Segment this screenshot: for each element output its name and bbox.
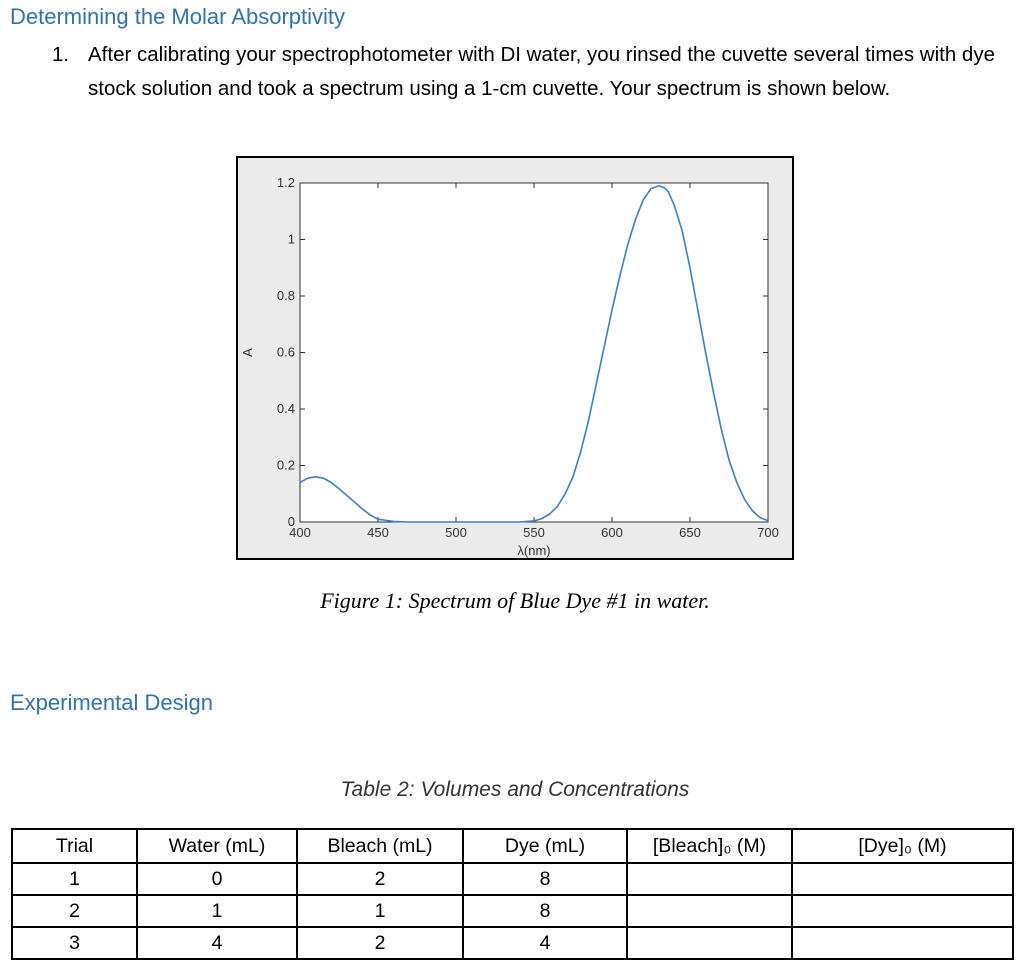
spectrum-chart: [238, 158, 792, 558]
table-row: [12, 863, 1013, 895]
cell-dye-conc[interactable]: [792, 927, 1013, 959]
y-tick-label: 1.2: [276, 175, 295, 190]
y-tick-label: 1: [287, 231, 295, 247]
table-row: [12, 895, 1013, 927]
cell-dye-conc[interactable]: [792, 895, 1013, 927]
cell-water: 1: [137, 895, 297, 927]
header-bleach-conc: [Bleach]₀ (M): [627, 829, 792, 863]
header-bleach: Bleach (mL): [297, 829, 463, 863]
cell-trial: 3: [12, 927, 137, 959]
y-tick-label: 0.8: [276, 288, 295, 303]
header-dye-conc: [Dye]₀ (M): [792, 829, 1013, 863]
question-number: 1.: [52, 43, 70, 66]
x-tick-label: 700: [757, 525, 779, 540]
header-trial: Trial: [12, 829, 137, 863]
y-axis-label: A: [240, 348, 255, 357]
table-caption: Table 2: Volumes and Concentrations: [340, 778, 690, 801]
cell-bleach: 1: [297, 895, 463, 927]
spectrum-figure: [236, 156, 794, 560]
cell-dye: 4: [463, 927, 627, 959]
section-heading-experimental-design: Experimental Design: [10, 690, 213, 715]
cell-bleach-conc[interactable]: [627, 895, 792, 927]
cell-bleach: 2: [297, 927, 463, 959]
x-tick-label: 650: [679, 525, 701, 540]
cell-trial: 1: [12, 863, 137, 895]
section-heading-molar-absorptivity: Determining the Molar Absorptivity: [10, 4, 346, 29]
y-tick-label: 0: [287, 514, 295, 529]
y-tick-label: 0.2: [276, 457, 295, 473]
header-water: Water (mL): [137, 829, 297, 863]
cell-bleach-conc[interactable]: [627, 863, 792, 895]
x-tick-label: 600: [601, 525, 623, 540]
y-tick-label: 0.6: [276, 344, 295, 360]
x-tick-label: 500: [445, 525, 467, 540]
volumes-table: [11, 828, 1014, 960]
cell-bleach: 2: [297, 863, 463, 895]
header-dye: Dye (mL): [463, 829, 627, 863]
x-tick-label: 450: [367, 525, 389, 540]
question-text: After calibrating your spectrophotometer with DI water, you rinsed the cuvette several times with dye stock solution and took a spectrum using a 1-cm cuvette. Your spectrum is shown below.: [88, 43, 995, 100]
y-tick-label: 0.4: [276, 401, 295, 416]
table-header-row: [12, 829, 1013, 863]
x-tick-label: 400: [289, 525, 311, 540]
cell-water: 0: [137, 863, 297, 895]
figure-caption: Figure 1: Spectrum of Blue Dye #1 in water.: [320, 588, 710, 613]
table-row: [12, 927, 1013, 959]
x-axis-label: λ(nm): [517, 543, 551, 558]
x-tick-label: 550: [523, 525, 545, 540]
plot-area: [300, 183, 768, 522]
cell-dye-conc[interactable]: [792, 863, 1013, 895]
cell-dye: 8: [463, 863, 627, 895]
cell-bleach-conc[interactable]: [627, 927, 792, 959]
cell-water: 4: [137, 927, 297, 959]
cell-trial: 2: [12, 895, 137, 927]
cell-dye: 8: [463, 895, 627, 927]
